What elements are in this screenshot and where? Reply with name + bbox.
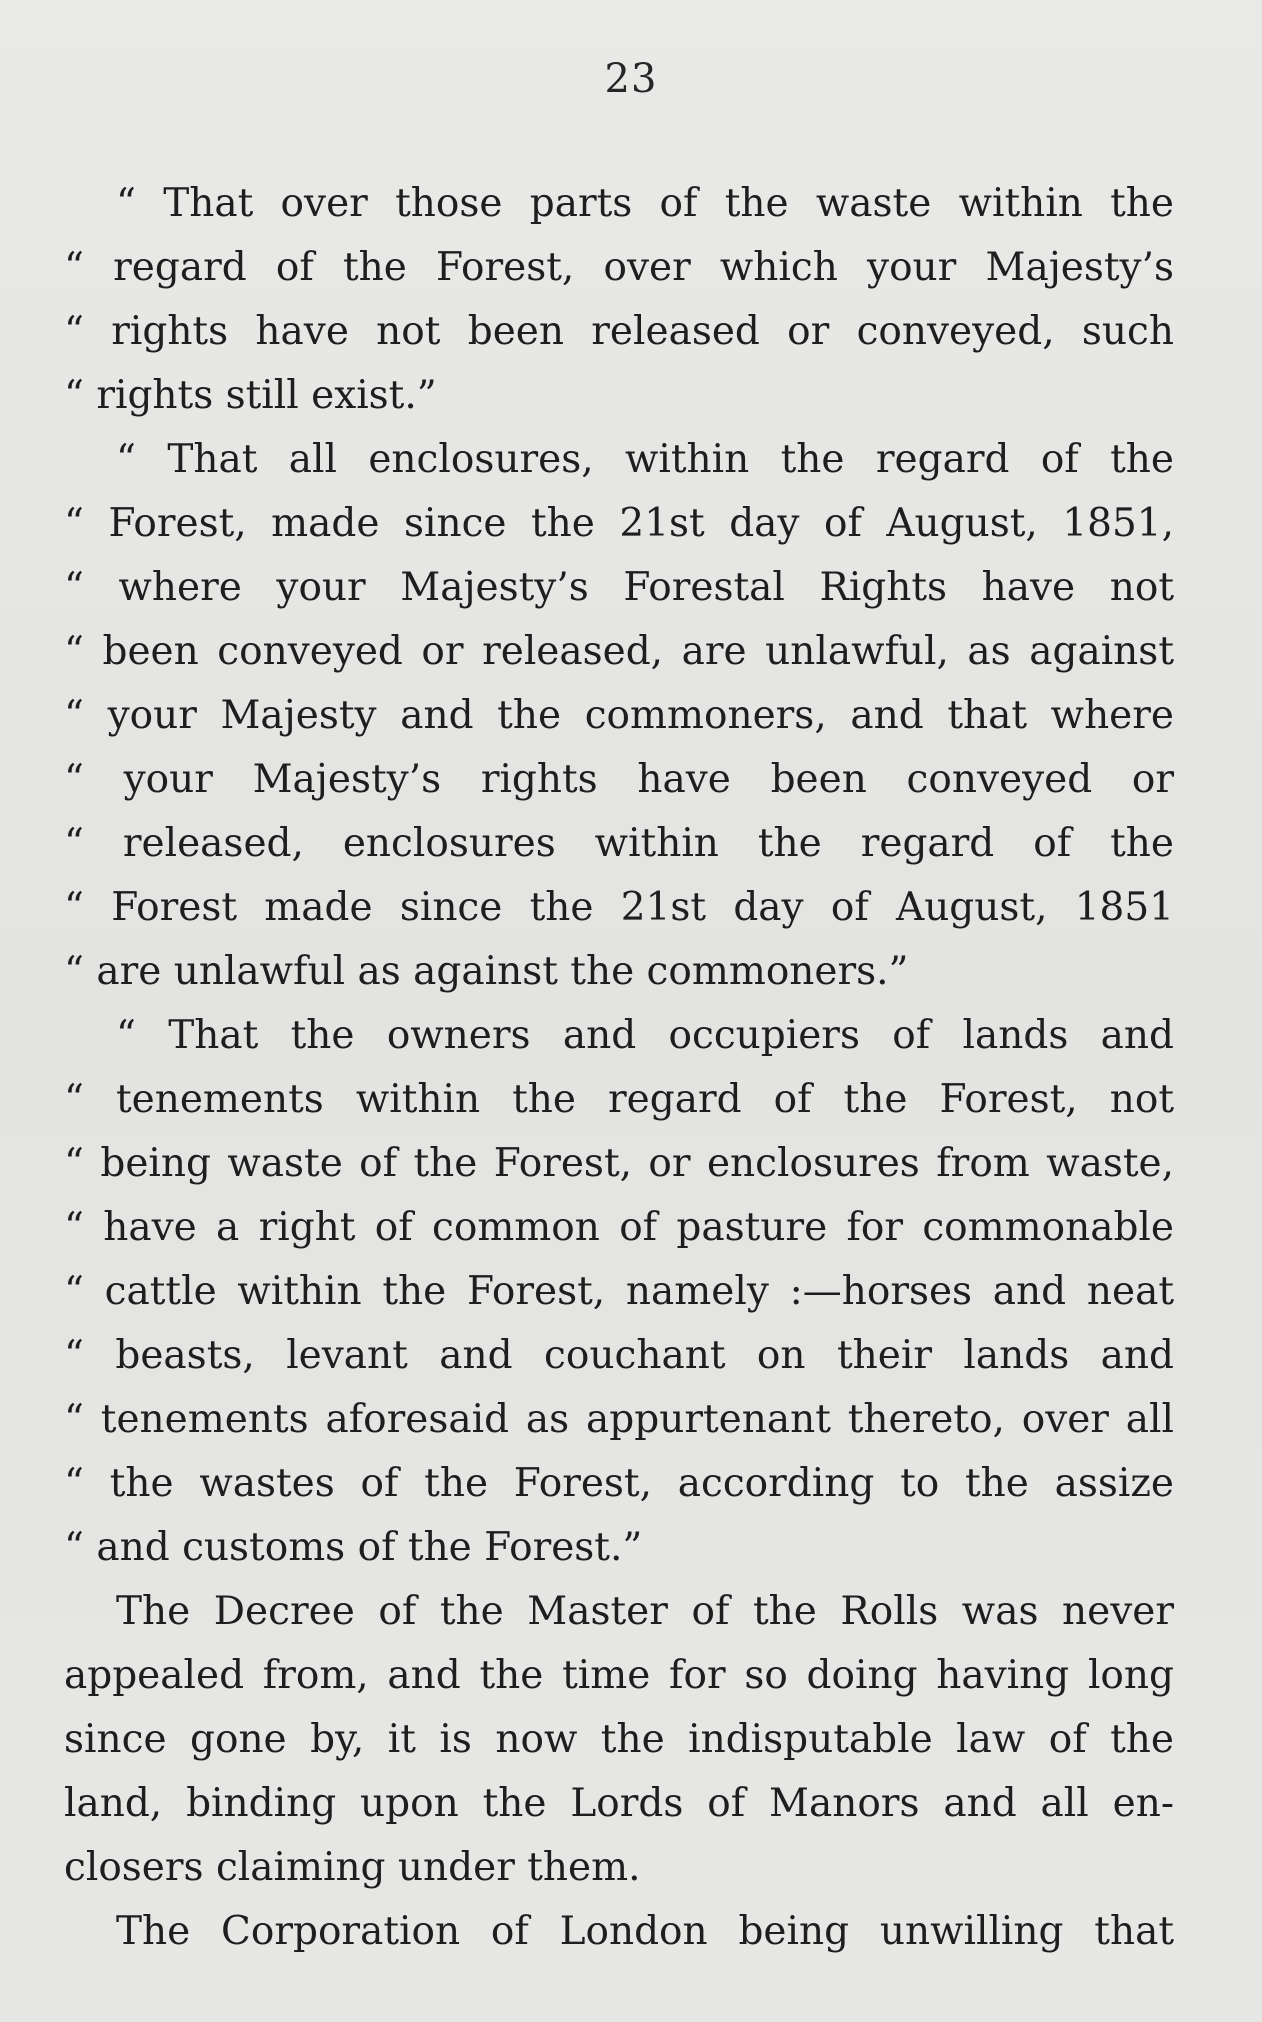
text-line: appealed from, and the time for so doing having long — [64, 1653, 1174, 1698]
text-line: “ beasts, levant and couchant on their lands and — [64, 1333, 1174, 1378]
page-number: 23 — [604, 56, 658, 102]
text-line: “ That the owners and occupiers of lands and — [116, 1013, 1174, 1058]
text-line: “ released, enclosures within the regard of the — [64, 821, 1174, 866]
text-line: “ regard of the Forest, over which your Majesty’s — [64, 245, 1174, 290]
text-line: “ are unlawful as against the commoners.” — [64, 949, 909, 994]
text-line: The Corporation of London being unwilling that — [116, 1909, 1174, 1954]
text-line: “ Forest, made since the 21st day of August, 1851, — [64, 501, 1174, 546]
text-line: “ That over those parts of the waste within the — [116, 181, 1174, 226]
text-line: “ your Majesty and the commoners, and that where — [64, 693, 1174, 738]
text-line: “ tenements aforesaid as appurtenant thereto, over all — [64, 1397, 1174, 1442]
text-line: The Decree of the Master of the Rolls was never — [116, 1589, 1174, 1634]
text-line: “ being waste of the Forest, or enclosures from waste, — [64, 1141, 1174, 1186]
text-line: “ rights still exist.” — [64, 373, 437, 418]
body-text — [64, 172, 1174, 1964]
text-line: “ rights have not been released or conveyed, such — [64, 309, 1174, 354]
text-line: “ have a right of common of pasture for commonable — [64, 1205, 1174, 1250]
text-line: “ been conveyed or released, are unlawful, as against — [64, 629, 1174, 674]
text-line: “ where your Majesty’s Forestal Rights have not — [64, 565, 1174, 610]
text-line: “ That all enclosures, within the regard of the — [116, 437, 1174, 482]
text-line: “ tenements within the regard of the Forest, not — [64, 1077, 1174, 1122]
text-line: land, binding upon the Lords of Manors and all en- — [64, 1781, 1174, 1826]
text-line: “ your Majesty’s rights have been conveyed or — [64, 757, 1174, 802]
text-line: closers claiming under them. — [64, 1845, 641, 1890]
text-line: since gone by, it is now the indisputable law of the — [64, 1717, 1174, 1762]
text-line: “ the wastes of the Forest, according to the assize — [64, 1461, 1174, 1506]
text-line: “ cattle within the Forest, namely :—horses and neat — [64, 1269, 1174, 1314]
text-line: “ Forest made since the 21st day of August, 1851 — [64, 885, 1174, 930]
text-line: “ and customs of the Forest.” — [64, 1525, 643, 1570]
